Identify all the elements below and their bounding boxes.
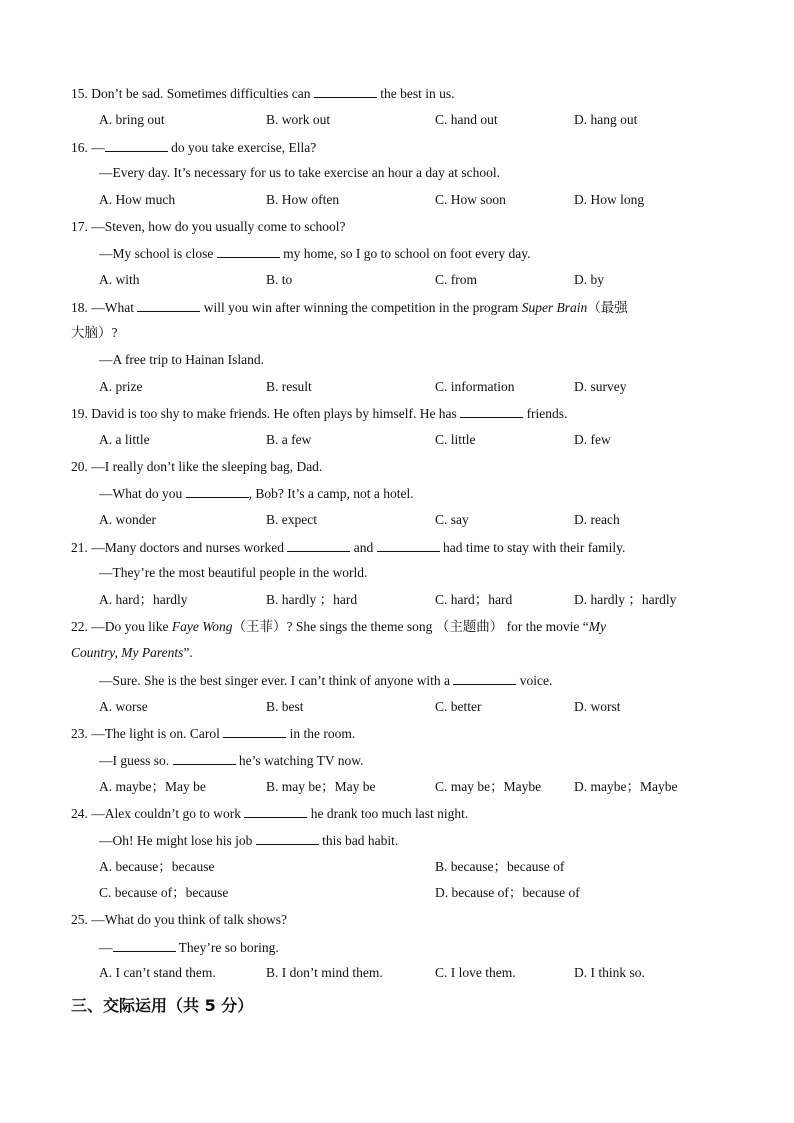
option-b: B. hardly ；hard — [266, 592, 358, 607]
options-23 — [99, 778, 739, 796]
reply-text: —I guess so. — [99, 753, 173, 768]
reply-text: he’s watching TV now. — [235, 753, 364, 768]
option-c: C. hand out — [435, 112, 498, 127]
option-c: C. say — [435, 512, 469, 527]
options-24-row2 — [99, 884, 739, 902]
movie-title: My — [588, 619, 606, 634]
movie-title: Country, My Parents — [71, 645, 184, 660]
options-15 — [99, 111, 739, 129]
question-25: 25. —What do you think of talk shows? — [71, 912, 287, 927]
reply-24 — [99, 831, 398, 850]
option-a: A. because；because — [99, 859, 215, 874]
option-d: D. hardly ；hardly — [574, 592, 677, 607]
reply-16: —Every day. It’s necessary for us to take exercise an hour a day at school. — [99, 165, 500, 180]
option-b: B. may be；May be — [266, 779, 376, 794]
options-19 — [99, 431, 739, 449]
reply-22 — [99, 671, 552, 690]
reply-text: this bad habit. — [318, 833, 399, 848]
option-a: A. with — [99, 272, 140, 287]
answer-blank — [460, 404, 523, 418]
option-c: C. from — [435, 272, 477, 287]
option-c: C. I love them. — [435, 965, 516, 980]
reply-18: —A free trip to Hainan Island. — [99, 352, 264, 367]
question-19 — [71, 404, 567, 423]
reply-text: , Bob? It’s a camp, not a hotel. — [248, 486, 414, 501]
question-text: will you win after winning the competition in the program — [200, 300, 522, 315]
answer-blank — [137, 298, 200, 312]
answer-blank — [287, 538, 350, 552]
option-a: A. maybe；May be — [99, 779, 206, 794]
reply-20 — [99, 484, 414, 503]
option-b: B. a few — [266, 432, 312, 447]
option-a: A. worse — [99, 699, 148, 714]
reply-23 — [99, 751, 364, 770]
option-a: A. How much — [99, 192, 176, 207]
option-b: B. to — [266, 272, 293, 287]
answer-blank — [113, 938, 176, 952]
reply-text: They’re so boring. — [175, 940, 279, 955]
question-text: 18. —What — [71, 300, 138, 315]
question-text: 16. — — [71, 140, 105, 155]
option-c: C. may be；Maybe — [435, 779, 542, 794]
reply-text: my home, so I go to school on foot every day. — [279, 246, 531, 261]
question-21 — [71, 538, 625, 557]
question-text: friends. — [523, 406, 568, 421]
option-a: A. a little — [99, 432, 150, 447]
question-24 — [71, 804, 468, 823]
question-text: 15. Don’t be sad. Sometimes difficulties can — [71, 86, 314, 101]
option-d: D. by — [574, 272, 604, 287]
answer-blank — [453, 671, 516, 685]
options-16 — [99, 191, 739, 209]
reply-text: — — [99, 940, 113, 955]
answer-blank — [186, 484, 249, 498]
option-d: D. survey — [574, 379, 627, 394]
question-text: 24. —Alex couldn’t go to work — [71, 806, 245, 821]
option-d: D. maybe；Maybe — [574, 779, 678, 794]
option-a: A. wonder — [99, 512, 156, 527]
question-text: 21. —Many doctors and nurses worked — [71, 540, 288, 555]
reply-25 — [99, 938, 279, 957]
option-c: C. information — [435, 379, 515, 394]
question-text: had time to stay with their family. — [439, 540, 626, 555]
option-b: B. because；because of — [435, 859, 565, 874]
answer-blank — [256, 831, 319, 845]
option-c: C. because of；because — [99, 885, 229, 900]
option-d: D. reach — [574, 512, 620, 527]
question-18-cont: 大脑）? — [71, 325, 118, 340]
reply-17 — [99, 244, 530, 263]
option-a: A. I can’t stand them. — [99, 965, 216, 980]
section-heading: 三、交际运用（共 5 分） — [71, 996, 254, 1015]
option-c: C. How soon — [435, 192, 506, 207]
option-c: C. little — [435, 432, 476, 447]
question-15 — [71, 84, 454, 103]
option-d: D. How long — [574, 192, 645, 207]
option-a: A. hard；hardly — [99, 592, 188, 607]
option-d: D. I think so. — [574, 965, 645, 980]
question-17: 17. —Steven, how do you usually come to school? — [71, 219, 346, 234]
question-text: ”. — [183, 645, 193, 660]
answer-blank — [244, 804, 307, 818]
option-d: D. worst — [574, 699, 621, 714]
option-a: A. bring out — [99, 112, 165, 127]
option-b: B. result — [266, 379, 312, 394]
options-17 — [99, 271, 739, 289]
option-b: B. How often — [266, 192, 340, 207]
reply-text: —Oh! He might lose his job — [99, 833, 256, 848]
options-22 — [99, 698, 739, 716]
option-b: B. I don’t mind them. — [266, 965, 383, 980]
question-text: the best in us. — [376, 86, 455, 101]
answer-blank — [105, 138, 168, 152]
question-text: （王菲）? She sings the theme song （主题曲） for the movie “ — [232, 619, 589, 634]
reply-text: —What do you — [99, 486, 186, 501]
question-23 — [71, 724, 355, 743]
answer-blank — [173, 751, 236, 765]
question-text: 19. David is too shy to make friends. He often plays by himself. He has — [71, 406, 461, 421]
option-a: A. prize — [99, 379, 143, 394]
question-text: （最强 — [587, 300, 628, 315]
options-18 — [99, 378, 739, 396]
reply-text: —My school is close — [99, 246, 217, 261]
question-text: 22. —Do you like — [71, 619, 172, 634]
question-text: he drank too much last night. — [307, 806, 469, 821]
answer-blank — [217, 244, 280, 258]
option-b: B. expect — [266, 512, 317, 527]
option-d: D. hang out — [574, 112, 638, 127]
options-24-row1 — [99, 858, 739, 876]
question-text: 23. —The light is on. Carol — [71, 726, 224, 741]
option-b: B. work out — [266, 112, 331, 127]
question-text: and — [350, 540, 377, 555]
option-b: B. best — [266, 699, 304, 714]
option-c: C. better — [435, 699, 482, 714]
answer-blank — [314, 84, 377, 98]
singer-name: Faye Wong — [171, 619, 233, 634]
answer-blank — [377, 538, 440, 552]
question-20: 20. —I really don’t like the sleeping bag, Dad. — [71, 459, 323, 474]
option-c: C. hard；hard — [435, 592, 513, 607]
question-16 — [71, 138, 316, 157]
reply-text: voice. — [516, 673, 553, 688]
options-20 — [99, 511, 739, 529]
options-25 — [99, 964, 739, 982]
question-22 — [71, 618, 606, 636]
options-21 — [99, 591, 739, 609]
program-name: Super Brain — [521, 300, 588, 315]
question-text: in the room. — [286, 726, 356, 741]
option-d: D. because of；because of — [435, 885, 580, 900]
reply-text: —Sure. She is the best singer ever. I can’t think of anyone with a — [99, 673, 454, 688]
option-d: D. few — [574, 432, 611, 447]
reply-21: —They’re the most beautiful people in the world. — [99, 565, 368, 580]
question-22-cont — [71, 644, 193, 662]
question-18 — [71, 298, 628, 317]
question-text: do you take exercise, Ella? — [167, 140, 317, 155]
answer-blank — [223, 724, 286, 738]
